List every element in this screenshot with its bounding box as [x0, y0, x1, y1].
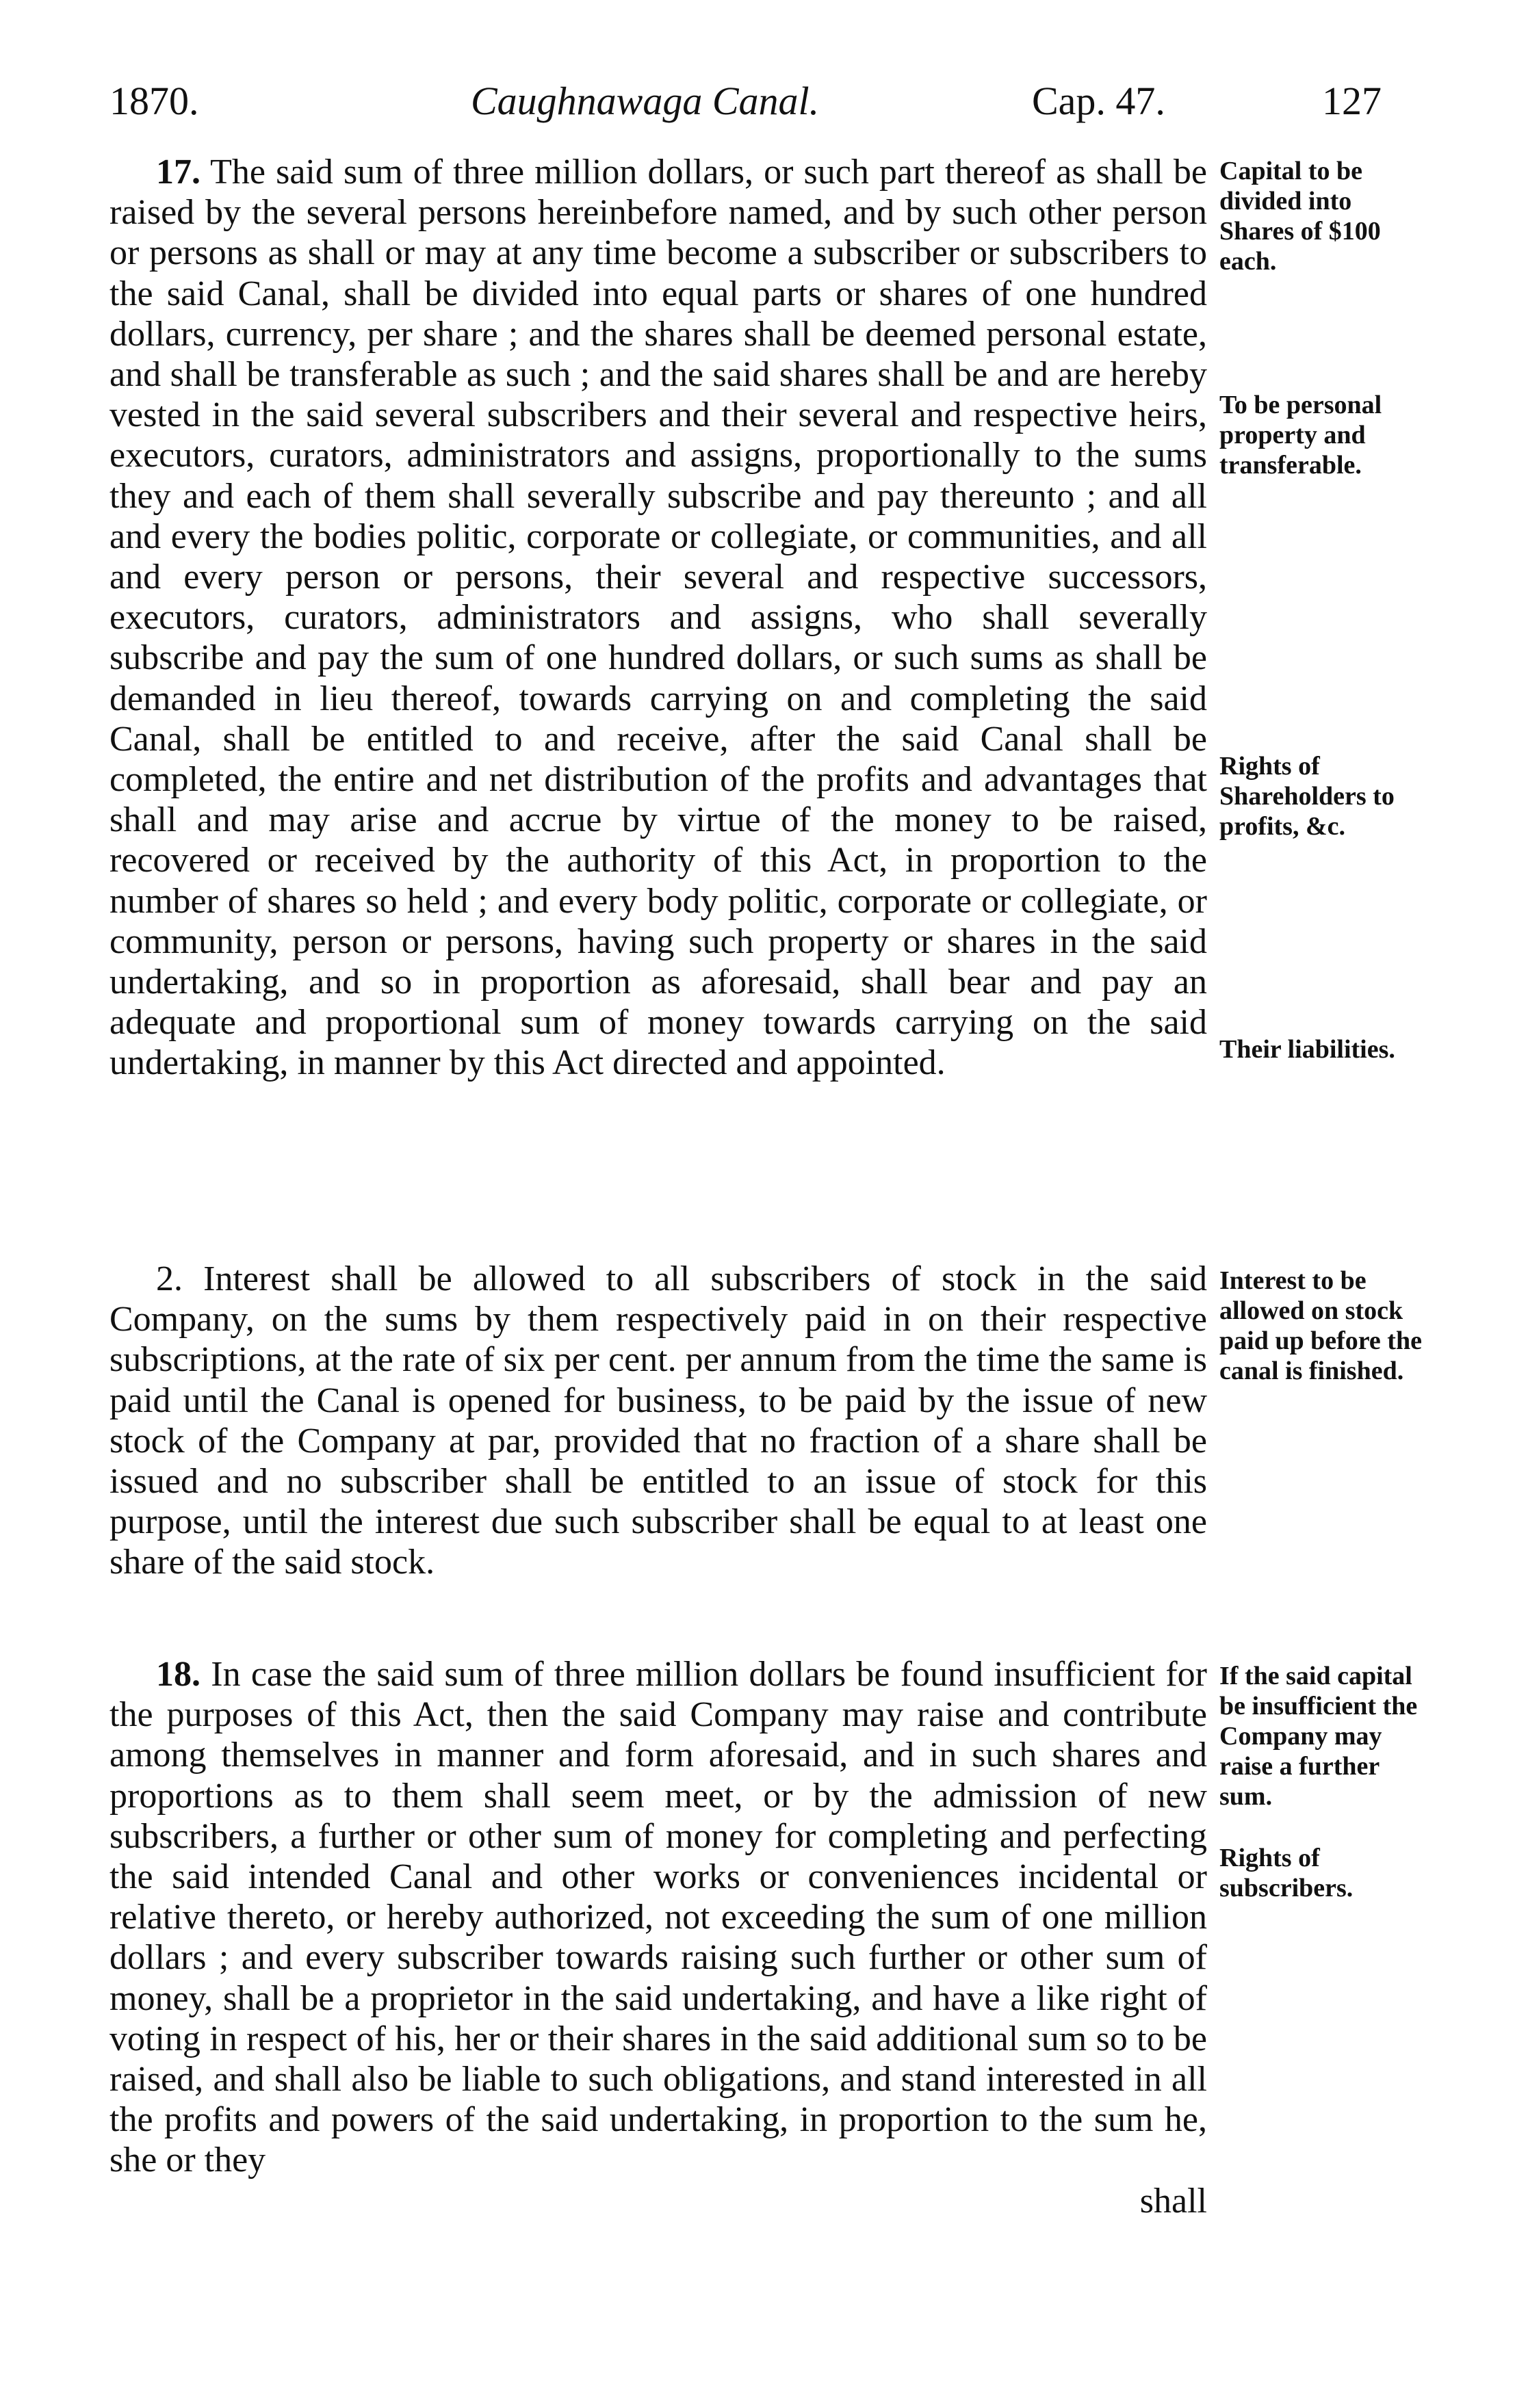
sidenote-subscriber-rights: Rights of subscribers. — [1219, 1844, 1354, 1902]
sidenote-personal-property: To be personal property and transferable. — [1219, 391, 1382, 480]
section-17-number: 17. — [156, 153, 200, 192]
section-17-subsection-2 — [109, 1259, 1207, 1638]
header-year: 1870. — [109, 79, 199, 123]
sidenote-further-sum: If the said capital be insufficient the Company may raise a further sum. — [1219, 1662, 1418, 1811]
section-18-paragraph — [109, 1654, 1207, 2181]
header-chapter: Cap. 47. — [1032, 79, 1165, 123]
section-18-number: 18. — [156, 1655, 200, 1694]
catchword: shall — [1139, 2181, 1207, 2221]
section-17-text: The said sum of three million dollars, or such part thereof as shall be raised by the several persons hereinbefore named, and by such other person or persons as shall or may at any time become a subscriber or subscribers to the said Canal, shall be divided into equal parts or shares of one hundred dollars, currency, per share ; and the shares shall be deemed personal estate, and shall be transferable as such ; and the said shares shall be and are hereby vested in the said several subscribers and their several and respective heirs, executors, curators, administrators and assigns, proportionally to the sums they and each of them shall severally subscribe and pay thereunto ; and all and every the bodies politic, corporate or collegiate, or communities, and all and every person or persons, their several and respective successors, executors, curators, administrators and assigns, who shall severally subscribe and pay the sum of one hundred dollars, or such sums as shall be demanded in lieu thereof, towards carrying on and completing the said Canal, shall be entitled to and receive, after the said Canal shall be completed, the entire and net distribution of the profits and advantages that shall and may arise and accrue by virtue of the money to be raised, recovered or received by the authority of this Act, in proportion to the number of shares so held ; and every body politic, corporate or collegiate, or community, person or persons, having such property or shares in the said undertaking, and so in proportion as aforesaid, shall bear and pay an adequate and proportional sum of money towards carrying on the said undertaking, in manner by this Act directed and appointed. — [109, 153, 1207, 1083]
running-header — [0, 74, 1515, 129]
section-18-text: In case the said sum of three million dollars be found insufficient for the purposes of this Act, then the said Company may raise and contribute among themselves in manner and form aforesaid, and in such shares and proportions as to them shall seem meet, or by the admission of new subscribers, a further or other sum of money for completing and perfecting the said intended Canal and other works or conveniences incidental or relative thereto, or hereby authorized, not exceeding the sum of one million dollars ; and every subscriber towards raising such further or other sum of money, shall be a proprietor in the said undertaking, and have a like right of voting in respect of his, her or their shares in the said additional sum so to be raised, and shall also be liable to such obligations, and stand interested in all the profits and powers of the said undertaking, in proportion to the sum he, she or they — [109, 1655, 1208, 2180]
section-17 — [109, 152, 1207, 1243]
header-title: Caughnawaga Canal. — [471, 79, 820, 123]
section-17-paragraph — [109, 152, 1207, 1084]
sidenote-interest: Interest to be allowed on stock paid up before the canal is finished. — [1219, 1266, 1422, 1385]
header-page-number: 127 — [1322, 79, 1382, 123]
section-17-2-text: 2. Interest shall be allowed to all subscribers of stock in the said Company, on the sums by them respectively paid in on their respective subscriptions, at the rate of six per cent. per annum from the time the same is paid until the Canal is opened for business, to be paid by the issue of new stock of the Company at par, provided that no fraction of a share shall be issued and no subscriber shall be entitled to an issue of stock for this purpose, until the interest due such subscriber shall be equal to at least one share of the said stock. — [109, 1259, 1207, 1582]
sidenote-liabilities: Their liabilities. — [1219, 1035, 1395, 1064]
sidenote-capital: Capital to be divided into Shares of $100 each. — [1219, 157, 1381, 276]
section-18 — [109, 1654, 1207, 2363]
sidenote-shareholder-rights: Rights of Shareholders to profits, &c. — [1219, 752, 1395, 841]
